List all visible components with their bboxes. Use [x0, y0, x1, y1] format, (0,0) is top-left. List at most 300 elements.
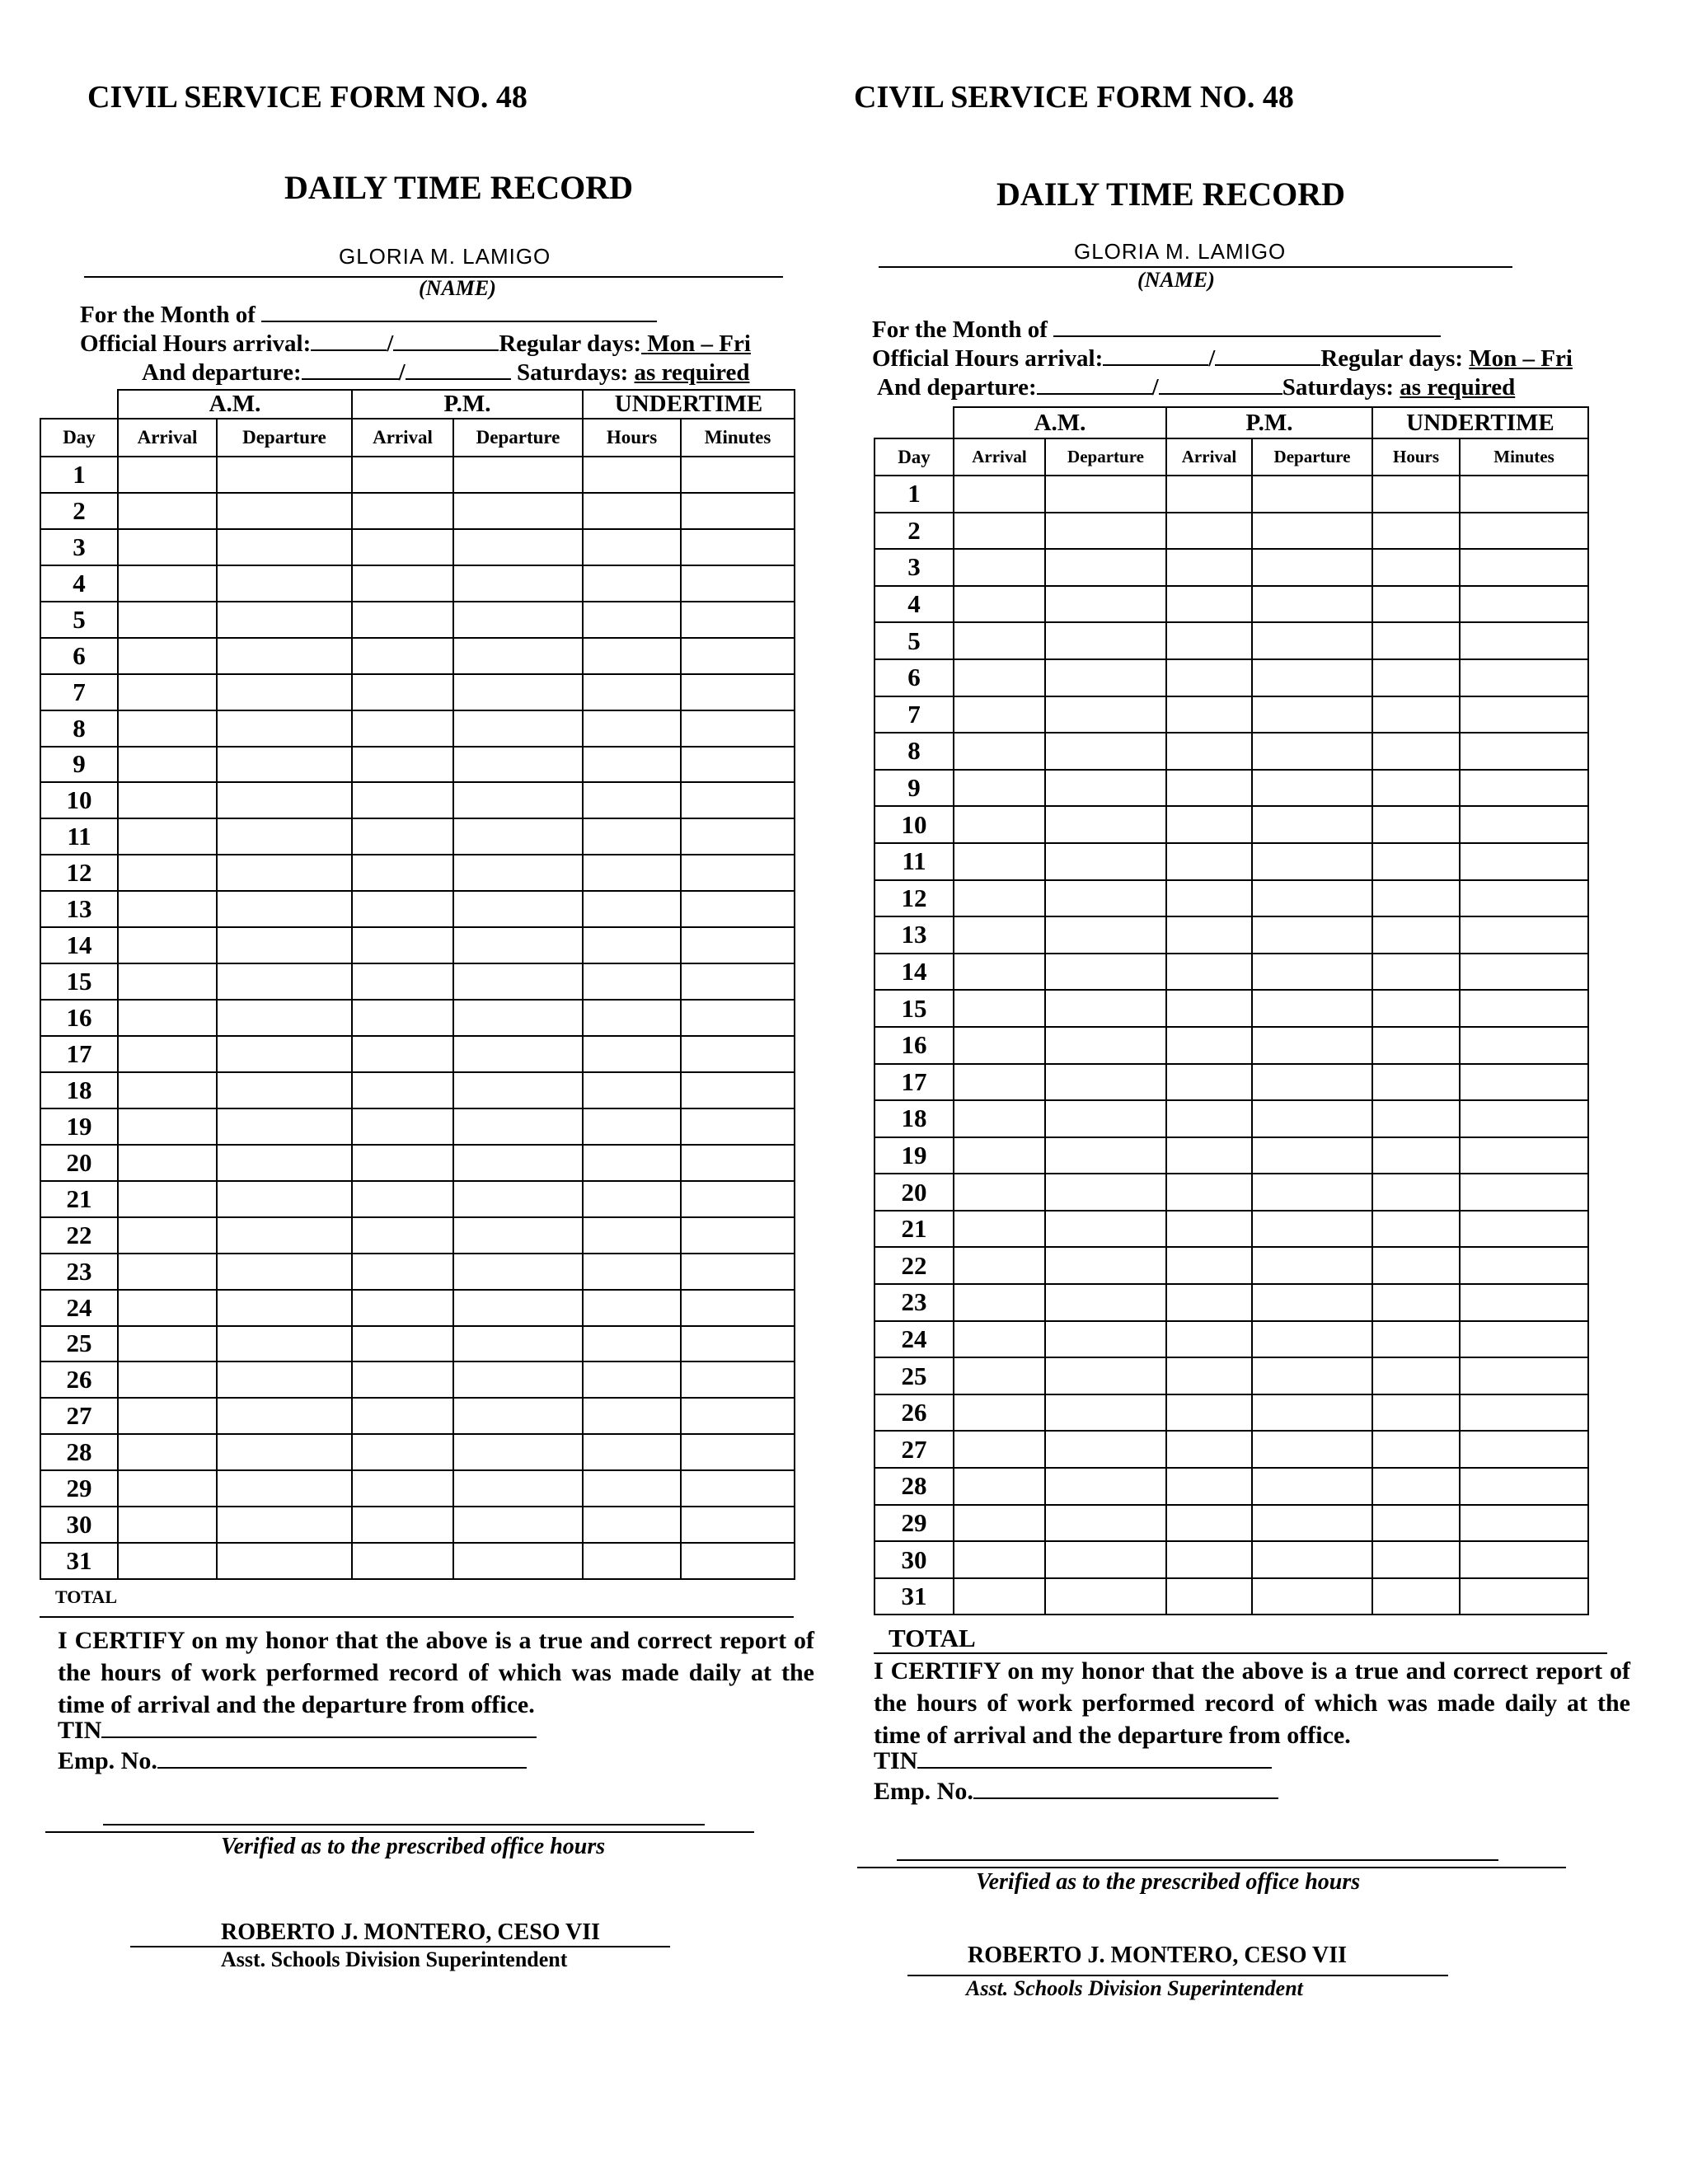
- pm-arrival-cell[interactable]: [352, 493, 453, 529]
- emp-no-field[interactable]: Emp. No.: [58, 1747, 527, 1775]
- pm-departure-cell[interactable]: [1252, 1064, 1372, 1101]
- undertime-hours-cell[interactable]: [583, 891, 681, 927]
- am-arrival-cell[interactable]: [954, 1505, 1045, 1542]
- am-departure-cell[interactable]: [1045, 806, 1166, 843]
- pm-arrival-cell[interactable]: [1166, 954, 1252, 991]
- am-departure-cell[interactable]: [1045, 880, 1166, 917]
- am-arrival-cell[interactable]: [954, 916, 1045, 954]
- pm-arrival-cell[interactable]: [352, 1290, 453, 1326]
- am-arrival-cell[interactable]: [118, 1398, 217, 1434]
- am-arrival-cell[interactable]: [118, 1108, 217, 1145]
- am-departure-cell[interactable]: [1045, 476, 1166, 513]
- pm-departure-cell[interactable]: [1252, 1284, 1372, 1321]
- undertime-minutes-cell[interactable]: [1460, 770, 1588, 807]
- am-departure-cell[interactable]: [217, 927, 352, 963]
- pm-arrival-cell[interactable]: [1166, 1431, 1252, 1468]
- undertime-minutes-cell[interactable]: [1460, 1541, 1588, 1578]
- am-departure-cell[interactable]: [1045, 916, 1166, 954]
- undertime-minutes-cell[interactable]: [1460, 733, 1588, 770]
- am-departure-cell[interactable]: [1045, 696, 1166, 733]
- am-arrival-cell[interactable]: [954, 586, 1045, 623]
- am-departure-cell[interactable]: [217, 1507, 352, 1543]
- pm-arrival-cell[interactable]: [1166, 586, 1252, 623]
- pm-arrival-cell[interactable]: [352, 1543, 453, 1579]
- undertime-minutes-cell[interactable]: [1460, 513, 1588, 550]
- am-arrival-cell[interactable]: [954, 1284, 1045, 1321]
- undertime-minutes-cell[interactable]: [1460, 476, 1588, 513]
- pm-departure-cell[interactable]: [453, 565, 583, 602]
- undertime-hours-cell[interactable]: [583, 1145, 681, 1181]
- undertime-hours-cell[interactable]: [1372, 733, 1460, 770]
- am-arrival-cell[interactable]: [954, 659, 1045, 696]
- am-arrival-cell[interactable]: [954, 549, 1045, 586]
- am-departure-cell[interactable]: [217, 1072, 352, 1108]
- pm-departure-cell[interactable]: [453, 493, 583, 529]
- pm-departure-cell[interactable]: [1252, 954, 1372, 991]
- am-departure-cell[interactable]: [217, 963, 352, 1000]
- undertime-minutes-cell[interactable]: [1460, 696, 1588, 733]
- am-departure-cell[interactable]: [217, 1036, 352, 1072]
- undertime-minutes-cell[interactable]: [1460, 843, 1588, 880]
- undertime-minutes-cell[interactable]: [1460, 1064, 1588, 1101]
- am-departure-cell[interactable]: [1045, 659, 1166, 696]
- pm-departure-cell[interactable]: [1252, 843, 1372, 880]
- am-departure-cell[interactable]: [217, 565, 352, 602]
- pm-arrival-cell[interactable]: [352, 1072, 453, 1108]
- undertime-minutes-cell[interactable]: [1460, 1468, 1588, 1505]
- pm-departure-cell[interactable]: [1252, 1431, 1372, 1468]
- am-arrival-cell[interactable]: [118, 1361, 217, 1398]
- undertime-hours-cell[interactable]: [1372, 1027, 1460, 1064]
- undertime-minutes-cell[interactable]: [681, 1217, 795, 1254]
- pm-arrival-cell[interactable]: [352, 963, 453, 1000]
- pm-arrival-cell[interactable]: [1166, 1064, 1252, 1101]
- undertime-hours-cell[interactable]: [1372, 1431, 1460, 1468]
- am-arrival-cell[interactable]: [118, 818, 217, 855]
- am-departure-cell[interactable]: [1045, 1064, 1166, 1101]
- undertime-minutes-cell[interactable]: [1460, 1027, 1588, 1064]
- pm-departure-cell[interactable]: [1252, 990, 1372, 1027]
- undertime-hours-cell[interactable]: [583, 1217, 681, 1254]
- pm-departure-cell[interactable]: [453, 927, 583, 963]
- am-departure-cell[interactable]: [1045, 1578, 1166, 1615]
- pm-arrival-cell[interactable]: [1166, 1247, 1252, 1284]
- pm-arrival-cell[interactable]: [1166, 1541, 1252, 1578]
- pm-departure-cell[interactable]: [453, 1470, 583, 1507]
- am-arrival-cell[interactable]: [118, 855, 217, 891]
- pm-arrival-cell[interactable]: [1166, 1100, 1252, 1137]
- pm-arrival-cell[interactable]: [1166, 990, 1252, 1027]
- undertime-minutes-cell[interactable]: [1460, 1100, 1588, 1137]
- pm-departure-cell[interactable]: [453, 1326, 583, 1362]
- pm-departure-cell[interactable]: [1252, 1027, 1372, 1064]
- undertime-hours-cell[interactable]: [583, 602, 681, 638]
- am-departure-cell[interactable]: [1045, 1211, 1166, 1248]
- pm-departure-cell[interactable]: [1252, 1468, 1372, 1505]
- am-departure-cell[interactable]: [1045, 1027, 1166, 1064]
- undertime-minutes-cell[interactable]: [681, 1434, 795, 1470]
- undertime-minutes-cell[interactable]: [1460, 806, 1588, 843]
- am-departure-cell[interactable]: [1045, 1357, 1166, 1394]
- am-arrival-cell[interactable]: [954, 880, 1045, 917]
- pm-arrival-cell[interactable]: [1166, 806, 1252, 843]
- pm-departure-cell[interactable]: [1252, 1321, 1372, 1358]
- undertime-minutes-cell[interactable]: [1460, 1137, 1588, 1174]
- am-arrival-cell[interactable]: [954, 1431, 1045, 1468]
- pm-departure-cell[interactable]: [453, 1217, 583, 1254]
- pm-departure-cell[interactable]: [453, 529, 583, 565]
- am-arrival-cell[interactable]: [118, 1217, 217, 1254]
- am-arrival-cell[interactable]: [118, 1326, 217, 1362]
- am-departure-cell[interactable]: [217, 1000, 352, 1036]
- am-arrival-cell[interactable]: [954, 990, 1045, 1027]
- am-departure-cell[interactable]: [217, 1470, 352, 1507]
- pm-departure-cell[interactable]: [1252, 806, 1372, 843]
- am-arrival-cell[interactable]: [118, 747, 217, 783]
- undertime-minutes-cell[interactable]: [681, 1470, 795, 1507]
- undertime-hours-cell[interactable]: [583, 782, 681, 818]
- am-departure-cell[interactable]: [217, 855, 352, 891]
- pm-arrival-cell[interactable]: [352, 638, 453, 674]
- pm-arrival-cell[interactable]: [352, 1000, 453, 1036]
- undertime-minutes-cell[interactable]: [1460, 1505, 1588, 1542]
- pm-arrival-cell[interactable]: [1166, 1321, 1252, 1358]
- am-arrival-cell[interactable]: [954, 733, 1045, 770]
- undertime-minutes-cell[interactable]: [681, 818, 795, 855]
- pm-departure-cell[interactable]: [453, 818, 583, 855]
- pm-arrival-cell[interactable]: [352, 1326, 453, 1362]
- pm-arrival-cell[interactable]: [352, 1108, 453, 1145]
- pm-departure-cell[interactable]: [1252, 916, 1372, 954]
- undertime-minutes-cell[interactable]: [1460, 1247, 1588, 1284]
- undertime-minutes-cell[interactable]: [681, 638, 795, 674]
- pm-arrival-cell[interactable]: [1166, 733, 1252, 770]
- pm-arrival-cell[interactable]: [1166, 696, 1252, 733]
- pm-departure-cell[interactable]: [453, 674, 583, 710]
- am-arrival-cell[interactable]: [954, 622, 1045, 659]
- undertime-minutes-cell[interactable]: [681, 493, 795, 529]
- pm-arrival-cell[interactable]: [352, 1036, 453, 1072]
- undertime-minutes-cell[interactable]: [681, 565, 795, 602]
- pm-arrival-cell[interactable]: [1166, 622, 1252, 659]
- undertime-hours-cell[interactable]: [583, 457, 681, 493]
- pm-departure-cell[interactable]: [453, 1543, 583, 1579]
- undertime-hours-cell[interactable]: [583, 638, 681, 674]
- pm-departure-cell[interactable]: [1252, 880, 1372, 917]
- am-arrival-cell[interactable]: [954, 1468, 1045, 1505]
- am-departure-cell[interactable]: [217, 1145, 352, 1181]
- pm-arrival-cell[interactable]: [352, 602, 453, 638]
- pm-arrival-cell[interactable]: [1166, 880, 1252, 917]
- pm-arrival-cell[interactable]: [1166, 1284, 1252, 1321]
- am-arrival-cell[interactable]: [118, 1254, 217, 1290]
- am-arrival-cell[interactable]: [954, 1357, 1045, 1394]
- am-departure-cell[interactable]: [1045, 843, 1166, 880]
- pm-arrival-cell[interactable]: [1166, 1137, 1252, 1174]
- pm-departure-cell[interactable]: [453, 1290, 583, 1326]
- undertime-hours-cell[interactable]: [1372, 954, 1460, 991]
- pm-departure-cell[interactable]: [453, 747, 583, 783]
- undertime-minutes-cell[interactable]: [1460, 549, 1588, 586]
- undertime-minutes-cell[interactable]: [681, 529, 795, 565]
- undertime-minutes-cell[interactable]: [681, 1507, 795, 1543]
- am-arrival-cell[interactable]: [118, 1181, 217, 1217]
- undertime-hours-cell[interactable]: [1372, 1505, 1460, 1542]
- am-departure-cell[interactable]: [217, 1543, 352, 1579]
- am-arrival-cell[interactable]: [118, 493, 217, 529]
- pm-arrival-cell[interactable]: [352, 529, 453, 565]
- am-departure-cell[interactable]: [217, 602, 352, 638]
- pm-arrival-cell[interactable]: [1166, 770, 1252, 807]
- pm-departure-cell[interactable]: [453, 1036, 583, 1072]
- am-arrival-cell[interactable]: [954, 1174, 1045, 1211]
- undertime-minutes-cell[interactable]: [681, 1000, 795, 1036]
- undertime-hours-cell[interactable]: [583, 1254, 681, 1290]
- am-departure-cell[interactable]: [1045, 1284, 1166, 1321]
- undertime-minutes-cell[interactable]: [681, 1326, 795, 1362]
- pm-departure-cell[interactable]: [1252, 733, 1372, 770]
- undertime-minutes-cell[interactable]: [681, 963, 795, 1000]
- pm-departure-cell[interactable]: [453, 782, 583, 818]
- pm-arrival-cell[interactable]: [352, 1145, 453, 1181]
- pm-arrival-cell[interactable]: [352, 855, 453, 891]
- undertime-hours-cell[interactable]: [1372, 806, 1460, 843]
- undertime-hours-cell[interactable]: [583, 927, 681, 963]
- am-arrival-cell[interactable]: [954, 1541, 1045, 1578]
- undertime-hours-cell[interactable]: [583, 1108, 681, 1145]
- am-arrival-cell[interactable]: [118, 1145, 217, 1181]
- undertime-hours-cell[interactable]: [583, 1000, 681, 1036]
- pm-arrival-cell[interactable]: [1166, 1174, 1252, 1211]
- am-arrival-cell[interactable]: [954, 696, 1045, 733]
- undertime-minutes-cell[interactable]: [681, 710, 795, 747]
- undertime-hours-cell[interactable]: [583, 565, 681, 602]
- am-departure-cell[interactable]: [1045, 733, 1166, 770]
- am-arrival-cell[interactable]: [954, 1211, 1045, 1248]
- pm-arrival-cell[interactable]: [352, 1181, 453, 1217]
- pm-departure-cell[interactable]: [1252, 549, 1372, 586]
- am-arrival-cell[interactable]: [954, 1321, 1045, 1358]
- undertime-hours-cell[interactable]: [1372, 549, 1460, 586]
- undertime-hours-cell[interactable]: [583, 963, 681, 1000]
- am-arrival-cell[interactable]: [118, 927, 217, 963]
- undertime-minutes-cell[interactable]: [681, 927, 795, 963]
- undertime-hours-cell[interactable]: [583, 818, 681, 855]
- am-arrival-cell[interactable]: [954, 806, 1045, 843]
- am-departure-cell[interactable]: [217, 1108, 352, 1145]
- am-departure-cell[interactable]: [217, 674, 352, 710]
- am-arrival-cell[interactable]: [954, 513, 1045, 550]
- undertime-hours-cell[interactable]: [1372, 916, 1460, 954]
- am-departure-cell[interactable]: [1045, 1247, 1166, 1284]
- pm-departure-cell[interactable]: [1252, 1357, 1372, 1394]
- undertime-hours-cell[interactable]: [583, 1036, 681, 1072]
- undertime-minutes-cell[interactable]: [1460, 659, 1588, 696]
- undertime-minutes-cell[interactable]: [1460, 1357, 1588, 1394]
- undertime-minutes-cell[interactable]: [1460, 1578, 1588, 1615]
- undertime-minutes-cell[interactable]: [681, 1543, 795, 1579]
- undertime-minutes-cell[interactable]: [1460, 1394, 1588, 1432]
- month-field[interactable]: [872, 316, 1441, 344]
- pm-arrival-cell[interactable]: [1166, 1357, 1252, 1394]
- pm-departure-cell[interactable]: [1252, 1100, 1372, 1137]
- official-hours-departure[interactable]: And departure: / Saturdays: as required: [877, 374, 1516, 401]
- pm-departure-cell[interactable]: [1252, 696, 1372, 733]
- am-departure-cell[interactable]: [1045, 1541, 1166, 1578]
- pm-departure-cell[interactable]: [453, 1108, 583, 1145]
- undertime-hours-cell[interactable]: [1372, 1578, 1460, 1615]
- pm-arrival-cell[interactable]: [352, 457, 453, 493]
- pm-departure-cell[interactable]: [1252, 622, 1372, 659]
- pm-arrival-cell[interactable]: [352, 710, 453, 747]
- am-departure-cell[interactable]: [1045, 1505, 1166, 1542]
- am-departure-cell[interactable]: [217, 529, 352, 565]
- month-field[interactable]: [80, 302, 657, 329]
- undertime-hours-cell[interactable]: [583, 855, 681, 891]
- am-departure-cell[interactable]: [217, 1434, 352, 1470]
- am-arrival-cell[interactable]: [118, 602, 217, 638]
- emp-no-field[interactable]: Emp. No.: [874, 1778, 1278, 1806]
- undertime-minutes-cell[interactable]: [681, 1254, 795, 1290]
- am-arrival-cell[interactable]: [118, 1072, 217, 1108]
- pm-departure-cell[interactable]: [453, 457, 583, 493]
- pm-departure-cell[interactable]: [453, 1254, 583, 1290]
- am-departure-cell[interactable]: [1045, 990, 1166, 1027]
- am-departure-cell[interactable]: [217, 1217, 352, 1254]
- undertime-hours-cell[interactable]: [583, 747, 681, 783]
- undertime-minutes-cell[interactable]: [1460, 622, 1588, 659]
- am-departure-cell[interactable]: [1045, 770, 1166, 807]
- undertime-minutes-cell[interactable]: [1460, 586, 1588, 623]
- am-departure-cell[interactable]: [1045, 1431, 1166, 1468]
- undertime-hours-cell[interactable]: [583, 529, 681, 565]
- undertime-hours-cell[interactable]: [1372, 1394, 1460, 1432]
- am-departure-cell[interactable]: [217, 457, 352, 493]
- undertime-minutes-cell[interactable]: [681, 855, 795, 891]
- pm-arrival-cell[interactable]: [352, 747, 453, 783]
- undertime-hours-cell[interactable]: [1372, 1357, 1460, 1394]
- undertime-hours-cell[interactable]: [1372, 1247, 1460, 1284]
- undertime-hours-cell[interactable]: [1372, 1284, 1460, 1321]
- pm-arrival-cell[interactable]: [352, 1254, 453, 1290]
- pm-arrival-cell[interactable]: [1166, 513, 1252, 550]
- undertime-minutes-cell[interactable]: [1460, 1284, 1588, 1321]
- pm-departure-cell[interactable]: [1252, 1541, 1372, 1578]
- pm-arrival-cell[interactable]: [1166, 659, 1252, 696]
- undertime-hours-cell[interactable]: [1372, 1137, 1460, 1174]
- pm-arrival-cell[interactable]: [1166, 1505, 1252, 1542]
- undertime-minutes-cell[interactable]: [1460, 1431, 1588, 1468]
- pm-arrival-cell[interactable]: [352, 891, 453, 927]
- pm-departure-cell[interactable]: [1252, 513, 1372, 550]
- pm-departure-cell[interactable]: [453, 855, 583, 891]
- am-departure-cell[interactable]: [1045, 549, 1166, 586]
- am-departure-cell[interactable]: [217, 493, 352, 529]
- official-hours-departure[interactable]: And departure: / Saturdays: as required: [142, 359, 750, 386]
- am-arrival-cell[interactable]: [118, 1507, 217, 1543]
- am-arrival-cell[interactable]: [954, 843, 1045, 880]
- pm-departure-cell[interactable]: [1252, 1211, 1372, 1248]
- undertime-hours-cell[interactable]: [1372, 880, 1460, 917]
- am-arrival-cell[interactable]: [118, 529, 217, 565]
- undertime-minutes-cell[interactable]: [681, 674, 795, 710]
- am-arrival-cell[interactable]: [118, 1543, 217, 1579]
- pm-departure-cell[interactable]: [453, 638, 583, 674]
- undertime-minutes-cell[interactable]: [681, 1036, 795, 1072]
- am-departure-cell[interactable]: [217, 1290, 352, 1326]
- pm-arrival-cell[interactable]: [1166, 1211, 1252, 1248]
- undertime-minutes-cell[interactable]: [681, 1290, 795, 1326]
- am-arrival-cell[interactable]: [954, 954, 1045, 991]
- undertime-minutes-cell[interactable]: [1460, 1321, 1588, 1358]
- pm-arrival-cell[interactable]: [352, 1361, 453, 1398]
- am-arrival-cell[interactable]: [954, 770, 1045, 807]
- undertime-minutes-cell[interactable]: [681, 602, 795, 638]
- pm-departure-cell[interactable]: [1252, 586, 1372, 623]
- pm-arrival-cell[interactable]: [352, 1217, 453, 1254]
- am-arrival-cell[interactable]: [118, 674, 217, 710]
- pm-arrival-cell[interactable]: [352, 1507, 453, 1543]
- undertime-minutes-cell[interactable]: [1460, 916, 1588, 954]
- undertime-hours-cell[interactable]: [1372, 1211, 1460, 1248]
- undertime-minutes-cell[interactable]: [1460, 880, 1588, 917]
- am-departure-cell[interactable]: [217, 818, 352, 855]
- pm-departure-cell[interactable]: [453, 1072, 583, 1108]
- am-departure-cell[interactable]: [217, 1181, 352, 1217]
- undertime-hours-cell[interactable]: [1372, 1174, 1460, 1211]
- am-departure-cell[interactable]: [217, 891, 352, 927]
- am-departure-cell[interactable]: [1045, 622, 1166, 659]
- am-arrival-cell[interactable]: [954, 1394, 1045, 1432]
- pm-departure-cell[interactable]: [453, 1145, 583, 1181]
- pm-arrival-cell[interactable]: [352, 1398, 453, 1434]
- am-arrival-cell[interactable]: [954, 1064, 1045, 1101]
- undertime-hours-cell[interactable]: [1372, 1468, 1460, 1505]
- am-departure-cell[interactable]: [217, 1326, 352, 1362]
- official-hours-arrival[interactable]: Official Hours arrival: / Regular days: Mon – Fri: [80, 330, 751, 357]
- am-arrival-cell[interactable]: [954, 476, 1045, 513]
- undertime-minutes-cell[interactable]: [681, 1181, 795, 1217]
- pm-departure-cell[interactable]: [453, 1398, 583, 1434]
- undertime-hours-cell[interactable]: [1372, 622, 1460, 659]
- pm-arrival-cell[interactable]: [352, 782, 453, 818]
- am-departure-cell[interactable]: [1045, 1174, 1166, 1211]
- pm-departure-cell[interactable]: [453, 1361, 583, 1398]
- pm-arrival-cell[interactable]: [352, 818, 453, 855]
- am-departure-cell[interactable]: [1045, 513, 1166, 550]
- undertime-minutes-cell[interactable]: [681, 1145, 795, 1181]
- undertime-hours-cell[interactable]: [583, 1434, 681, 1470]
- pm-arrival-cell[interactable]: [1166, 549, 1252, 586]
- pm-arrival-cell[interactable]: [1166, 1468, 1252, 1505]
- am-arrival-cell[interactable]: [954, 1100, 1045, 1137]
- undertime-minutes-cell[interactable]: [1460, 1211, 1588, 1248]
- am-departure-cell[interactable]: [1045, 954, 1166, 991]
- undertime-minutes-cell[interactable]: [1460, 1174, 1588, 1211]
- am-departure-cell[interactable]: [217, 638, 352, 674]
- pm-departure-cell[interactable]: [1252, 770, 1372, 807]
- pm-arrival-cell[interactable]: [1166, 1027, 1252, 1064]
- am-arrival-cell[interactable]: [118, 710, 217, 747]
- undertime-hours-cell[interactable]: [583, 1398, 681, 1434]
- undertime-hours-cell[interactable]: [1372, 1064, 1460, 1101]
- pm-departure-cell[interactable]: [1252, 1247, 1372, 1284]
- undertime-minutes-cell[interactable]: [681, 457, 795, 493]
- am-arrival-cell[interactable]: [118, 565, 217, 602]
- undertime-hours-cell[interactable]: [583, 1326, 681, 1362]
- am-departure-cell[interactable]: [217, 1398, 352, 1434]
- undertime-hours-cell[interactable]: [1372, 476, 1460, 513]
